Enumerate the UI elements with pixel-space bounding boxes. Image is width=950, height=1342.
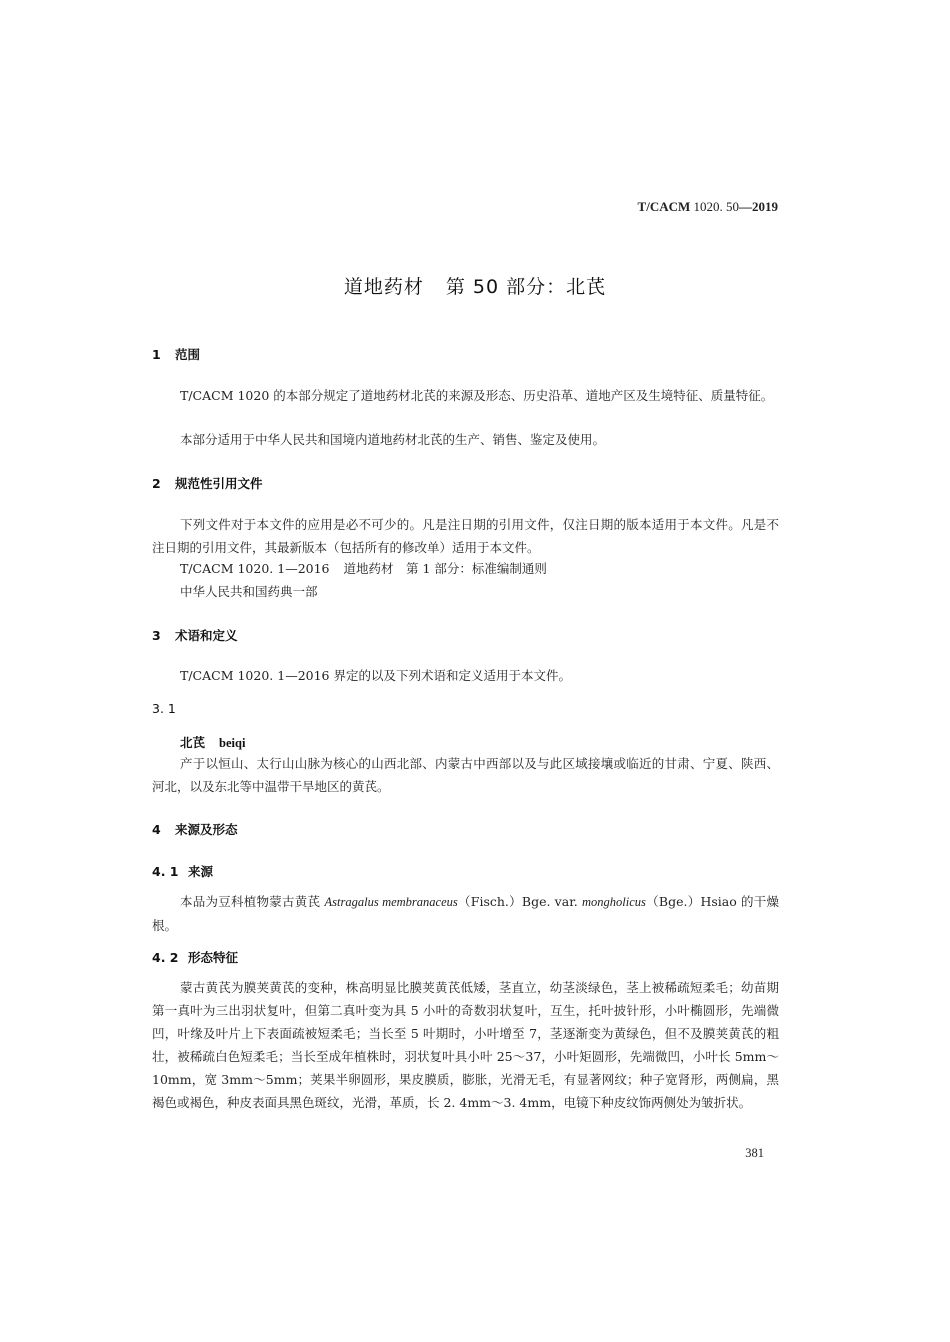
term-definition: 产于以恒山、太行山山脉为核心的山西北部、内蒙古中西部以及与此区域接壤或临近的甘肃、宁夏、陕西、河北，以及东北等中温带干旱地区的黄芪。 [152, 756, 779, 794]
reference-title: 道地药材 第 1 部分：标准编制通则 [343, 561, 547, 576]
page-title [0, 272, 950, 299]
code-prefix: T/CACM [637, 199, 691, 214]
title-part1: 道地药材 [343, 276, 424, 298]
section-number: 3 [152, 628, 161, 643]
reference-code: T/CACM 1020. 1—2016 [180, 561, 330, 576]
text-run: （Bge.）Hsiao 的干燥根。 [152, 894, 779, 933]
subsection-4-1-heading [152, 862, 213, 880]
section-number: 2 [152, 476, 161, 491]
subsection-number: 4. 2 [152, 950, 179, 965]
section-3-heading [152, 626, 238, 644]
section-title: 范围 [175, 347, 201, 362]
subsection-4-2-heading [152, 948, 238, 966]
section-2-paragraph: 下列文件对于本文件的应用是必不可少的。凡是注日期的引用文件，仅注日期的版本适用于本文件。凡是不注日期的引用文件，其最新版本（包括所有的修改单）适用于本文件。 [152, 517, 779, 555]
subsection-number: 4. 1 [152, 864, 179, 879]
code-number: 1020. 50 [693, 199, 739, 214]
subsection-3-1-number: 3. 1 [152, 701, 176, 716]
latin-species-name: Astragalus membranaceus [324, 895, 458, 909]
subsection-4-1-paragraph [152, 890, 779, 937]
section-number: 1 [152, 347, 161, 362]
section-4-heading [152, 820, 238, 838]
term-english: beiqi [219, 736, 246, 750]
standard-code [638, 199, 778, 215]
section-1-heading [152, 345, 200, 363]
page-number: 381 [745, 1146, 764, 1160]
section-2-heading [152, 474, 263, 492]
reference-item-2: 中华人民共和国药典一部 [180, 584, 318, 599]
text-run: 本品为豆科植物蒙古黄芪 [180, 894, 325, 909]
title-part2: 第 50 部分：北芪 [445, 276, 607, 298]
section-1-paragraph-2: 本部分适用于中华人民共和国境内道地药材北芪的生产、销售、鉴定及使用。 [180, 432, 606, 447]
code-year: —2019 [739, 199, 778, 214]
section-1-paragraph-1: T/CACM 1020 的本部分规定了道地药材北芪的来源及形态、历史沿革、道地产区及生境特征、质量特征。 [180, 388, 774, 403]
section-title: 规范性引用文件 [175, 476, 263, 491]
latin-variety-name: mongholicus [582, 895, 646, 909]
section-title: 来源及形态 [175, 822, 238, 837]
subsection-4-2-paragraph: 蒙古黄芪为膜荚黄芪的变种，株高明显比膜荚黄芪低矮，茎直立，幼茎淡绿色，茎上被稀疏短柔毛；幼苗期第一真叶为三出羽状复叶，但第二真叶变为具 5 小叶的奇数羽状复叶，互生，托叶披针形，小叶椭圆形，先端微凹，叶缘及叶片上下表面疏被短柔毛；当长至 5 叶期时，小叶增至 7，茎逐渐变为黄绿色，但不及膜荚黄芪的粗壮，被稀疏白色短柔毛；当长至成年植株时，羽状复叶具小叶 25～37，小叶矩圆形，先端微凹，小叶长 5mm～10mm，宽 3mm～5mm；荚果半卵圆形，果皮膜质，膨胀，光滑无毛，有显著网纹；种子宽肾形，两侧扁，黑褐色或褐色，种皮表面具黑色斑纹，光滑，革质，长 2. 4mm～3. 4mm，电镜下种皮纹饰两侧处为皱折状。 [152, 980, 779, 1110]
section-3-paragraph: T/CACM 1020. 1—2016 界定的以及下列术语和定义适用于本文件。 [180, 668, 571, 683]
reference-item-1 [180, 557, 780, 580]
term-chinese: 北芪 [180, 735, 206, 750]
subsection-title: 形态特征 [188, 950, 239, 965]
text-run: （Fisch.）Bge. var. [457, 894, 582, 909]
section-number: 4 [152, 822, 161, 837]
section-title: 术语和定义 [175, 628, 238, 643]
subsection-title: 来源 [188, 864, 214, 879]
term-entry [180, 733, 245, 751]
